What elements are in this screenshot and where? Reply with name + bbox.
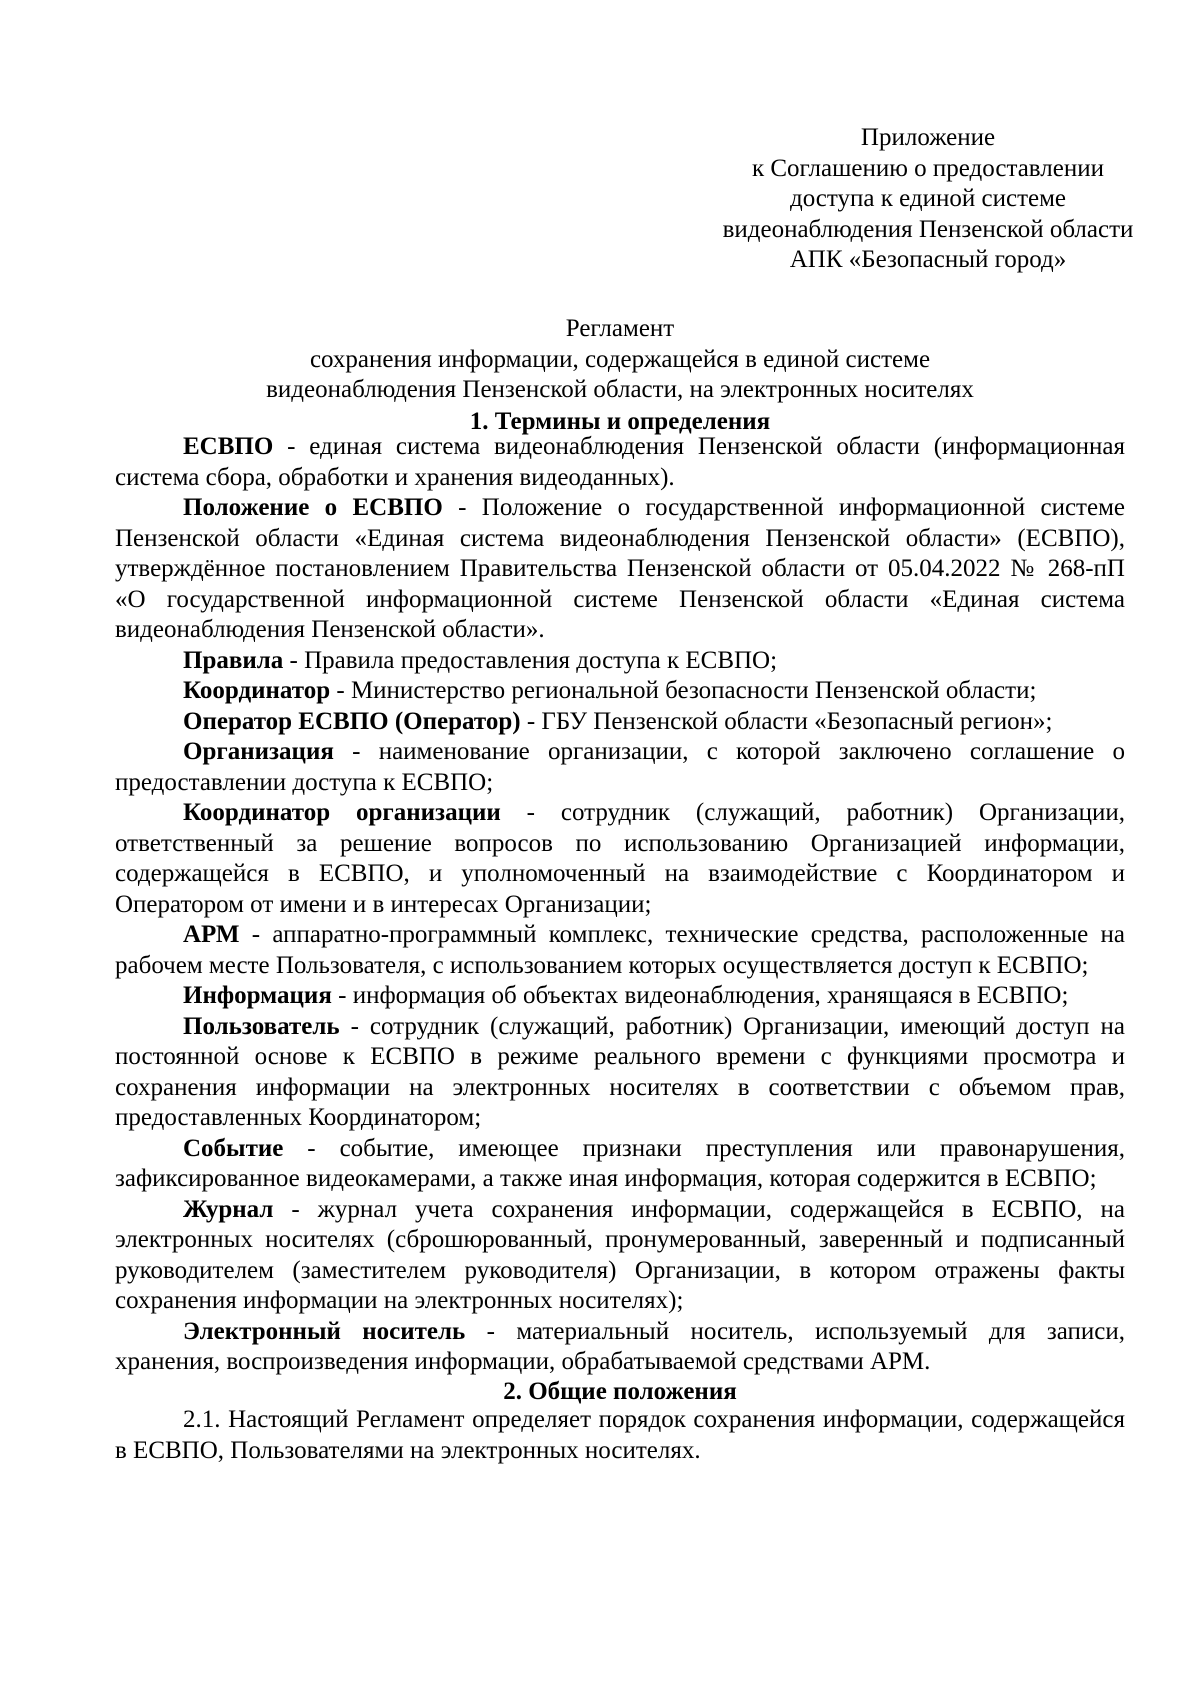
term-name: Пользователь (183, 1012, 340, 1040)
term-paragraph (115, 737, 1125, 798)
term-paragraph (115, 707, 1125, 738)
term-definition: - ГБУ Пензенской области «Безопасный регион»; (520, 707, 1053, 735)
term-definition: - Министерство региональной безопасности Пензенской области; (330, 677, 1037, 704)
term-paragraph (115, 1134, 1125, 1195)
term-paragraph (115, 493, 1125, 646)
term-definition: - аппаратно-программный комплекс, технические средства, расположенные на рабочем месте Пользователя, с использованием которых осуществляется доступ к ЕСВПО; (115, 921, 1125, 979)
term-definition: - Положение о государственной информационной системе Пензенской области «Единая система видеонаблюдения Пензенской области» (ЕСВПО), утверждённое постановлением Правительства Пензенской области от 05.04.2022 № 268-пП «О государственной информационной системе Пензенской области «Единая система видеонаблюдения Пензенской области». (115, 494, 1125, 643)
document-title (115, 314, 1125, 406)
term-paragraph (115, 1317, 1125, 1378)
term-definition: - событие, имеющее признаки преступления или правонарушения, зафиксированное видеокамерами, а также иная информация, которая содержится в ЕСВПО; (115, 1134, 1125, 1192)
term-name: Координатор (183, 677, 331, 704)
term-definition: - Правила предоставления доступа к ЕСВПО; (283, 646, 778, 674)
appendix-line: АПК «Безопасный город» (789, 246, 1067, 273)
term-definition: - журнал учета сохранения информации, содержащейся в ЕСВПО, на электронных носителях (сброшюрованный, пронумерованный, заверенный и подписанный руководителем (заместителем руководителя) Организации, в котором отражены факты сохранения информации на электронных носителях); (115, 1195, 1125, 1314)
term-name: Положение о ЕСВПО (183, 494, 443, 521)
term-paragraph (115, 676, 1125, 707)
term-name: Организация (183, 738, 334, 765)
title-line: Регламент (565, 315, 675, 342)
term-name: ЕСВПО (183, 433, 274, 460)
term-paragraph (115, 798, 1125, 920)
section-2-heading: 2. Общие положения (503, 1378, 737, 1405)
appendix-line: Приложение (860, 124, 996, 151)
term-name: Информация (183, 982, 332, 1009)
term-name: АРМ (183, 921, 240, 948)
section-2-body (115, 1405, 1125, 1466)
section-1-terms (115, 432, 1125, 1378)
term-paragraph (115, 1012, 1125, 1134)
term-paragraph (115, 920, 1125, 981)
term-definition: - сотрудник (служащий, работник) Организации, ответственный за решение вопросов по использованию Организацией информации, содержащейся в ЕСВПО, и уполномоченный на взаимодействие с Координатором и Оператором от имени и в интересах Организации; (115, 799, 1125, 918)
term-definition: - наименование организации, с которой заключено соглашение о предоставлении доступа к ЕСВПО; (115, 738, 1125, 796)
term-name: Оператор ЕСВПО (Оператор) (183, 707, 521, 735)
term-paragraph (115, 1195, 1125, 1317)
appendix-line: доступа к единой системе (789, 185, 1067, 212)
term-name: Правила (183, 646, 284, 674)
term-name: Электронный носитель (183, 1317, 466, 1345)
term-paragraph (115, 981, 1125, 1012)
term-definition: - информация об объектах видеонаблюдения, хранящаяся в ЕСВПО; (331, 982, 1069, 1009)
appendix-line: к Соглашению о предоставлении (751, 154, 1104, 182)
title-line: сохранения информации, содержащейся в единой системе (309, 345, 931, 373)
title-line: видеонаблюдения Пензенской области, на электронных носителях (266, 376, 974, 403)
term-name: Журнал (183, 1195, 274, 1223)
appendix-header (718, 123, 1138, 276)
term-name: Координатор организации (183, 799, 501, 826)
clause-paragraph: 2.1. Настоящий Регламент определяет порядок сохранения информации, содержащейся в ЕСВПО, Пользователями на электронных носителях. (115, 1406, 1125, 1464)
term-paragraph (115, 646, 1125, 677)
appendix-line: видеонаблюдения Пензенской области (722, 215, 1134, 243)
term-paragraph (115, 432, 1125, 493)
section-1-heading: 1. Термины и определения (469, 408, 771, 435)
term-definition: - сотрудник (служащий, работник) Организации, имеющий доступ на постоянной основе к ЕСВПО в режиме реального времени с функциями просмотра и сохранения информации на электронных носителях в соответствии с объемом прав, предоставленных Координатором; (115, 1012, 1125, 1131)
term-name: Событие (183, 1134, 284, 1162)
term-definition: - материальный носитель, используемый для записи, хранения, воспроизведения информации, обрабатываемой средствами АРМ. (115, 1317, 1126, 1375)
term-definition: - единая система видеонаблюдения Пензенской области (информационная система сбора, обработки и хранения видеоданных). (115, 433, 1125, 491)
